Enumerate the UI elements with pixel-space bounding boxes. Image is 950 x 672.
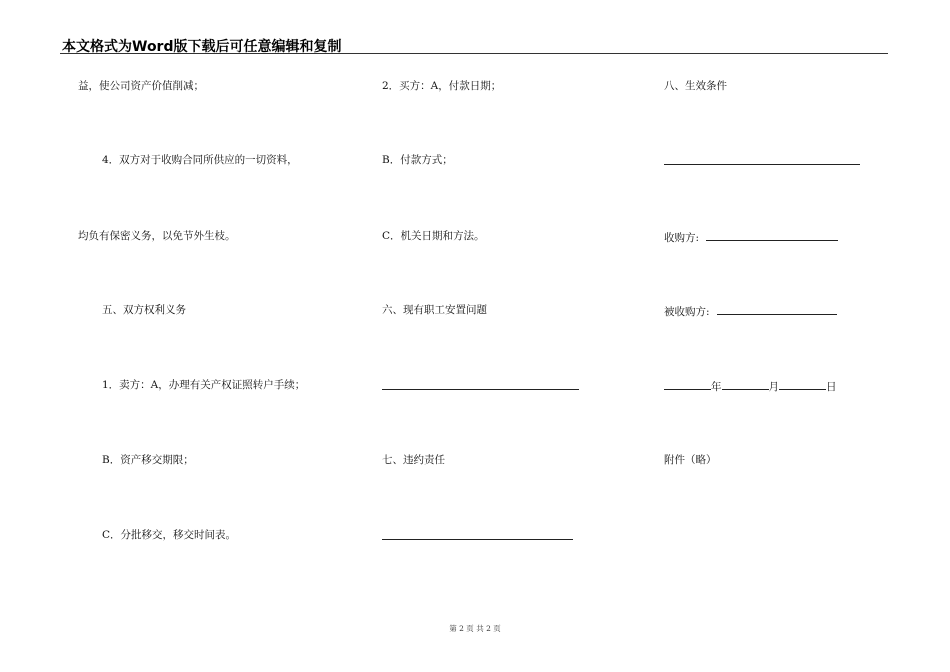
page-header-title: 本文格式为Word版下载后可任意编辑和复制: [62, 39, 342, 55]
col3-date-row: [664, 378, 837, 394]
col3-blank-line: [664, 164, 860, 165]
col2-heading-staff: 六、现有职工安置问题: [382, 304, 487, 316]
col2-line-1: 2．买方：A，付款日期；: [382, 80, 502, 92]
buyer-signature-line: [706, 229, 838, 241]
seller-signature-line: [717, 303, 837, 315]
col1-line-3: 均负有保密义务，以免节外生枝。: [78, 230, 236, 242]
header-divider: [60, 53, 888, 54]
date-month-blank: [722, 378, 769, 390]
col1-line-5: 1．卖方：A，办理有关产权证照转户手续；: [102, 379, 306, 391]
page-footer: 第 2 页 共 2 页: [449, 624, 501, 633]
col2-heading-breach: 七、违约责任: [382, 454, 445, 466]
col1-heading-rights: 五、双方权利义务: [102, 304, 186, 316]
col1-line-1: 益，使公司资产价值削减；: [78, 80, 204, 92]
seller-label: 被收购方:: [664, 306, 710, 318]
col3-seller-row: [664, 303, 837, 319]
date-year-label: 年: [711, 381, 722, 393]
col1-line-6: B．资产移交期限；: [102, 454, 194, 466]
date-day-blank: [779, 378, 826, 390]
col2-line-2: B．付款方式；: [382, 154, 453, 166]
col2-blank-line-2: [382, 539, 573, 540]
col2-line-3: C．机关日期和方法。: [382, 230, 485, 242]
col3-buyer-row: [664, 229, 838, 245]
col1-line-7: C．分批移交，移交时间表。: [102, 529, 237, 541]
col3-attachment: 附件（略）: [664, 454, 717, 466]
date-month-label: 月: [768, 381, 779, 393]
col3-heading-effective: 八、生效条件: [664, 80, 727, 92]
col2-blank-line-1: [382, 389, 579, 390]
col1-line-2: 4．双方对于收购合同所供应的一切资料，: [102, 154, 298, 166]
date-year-blank: [664, 378, 711, 390]
buyer-label: 收购方:: [664, 232, 700, 244]
date-day-label: 日: [826, 381, 837, 393]
